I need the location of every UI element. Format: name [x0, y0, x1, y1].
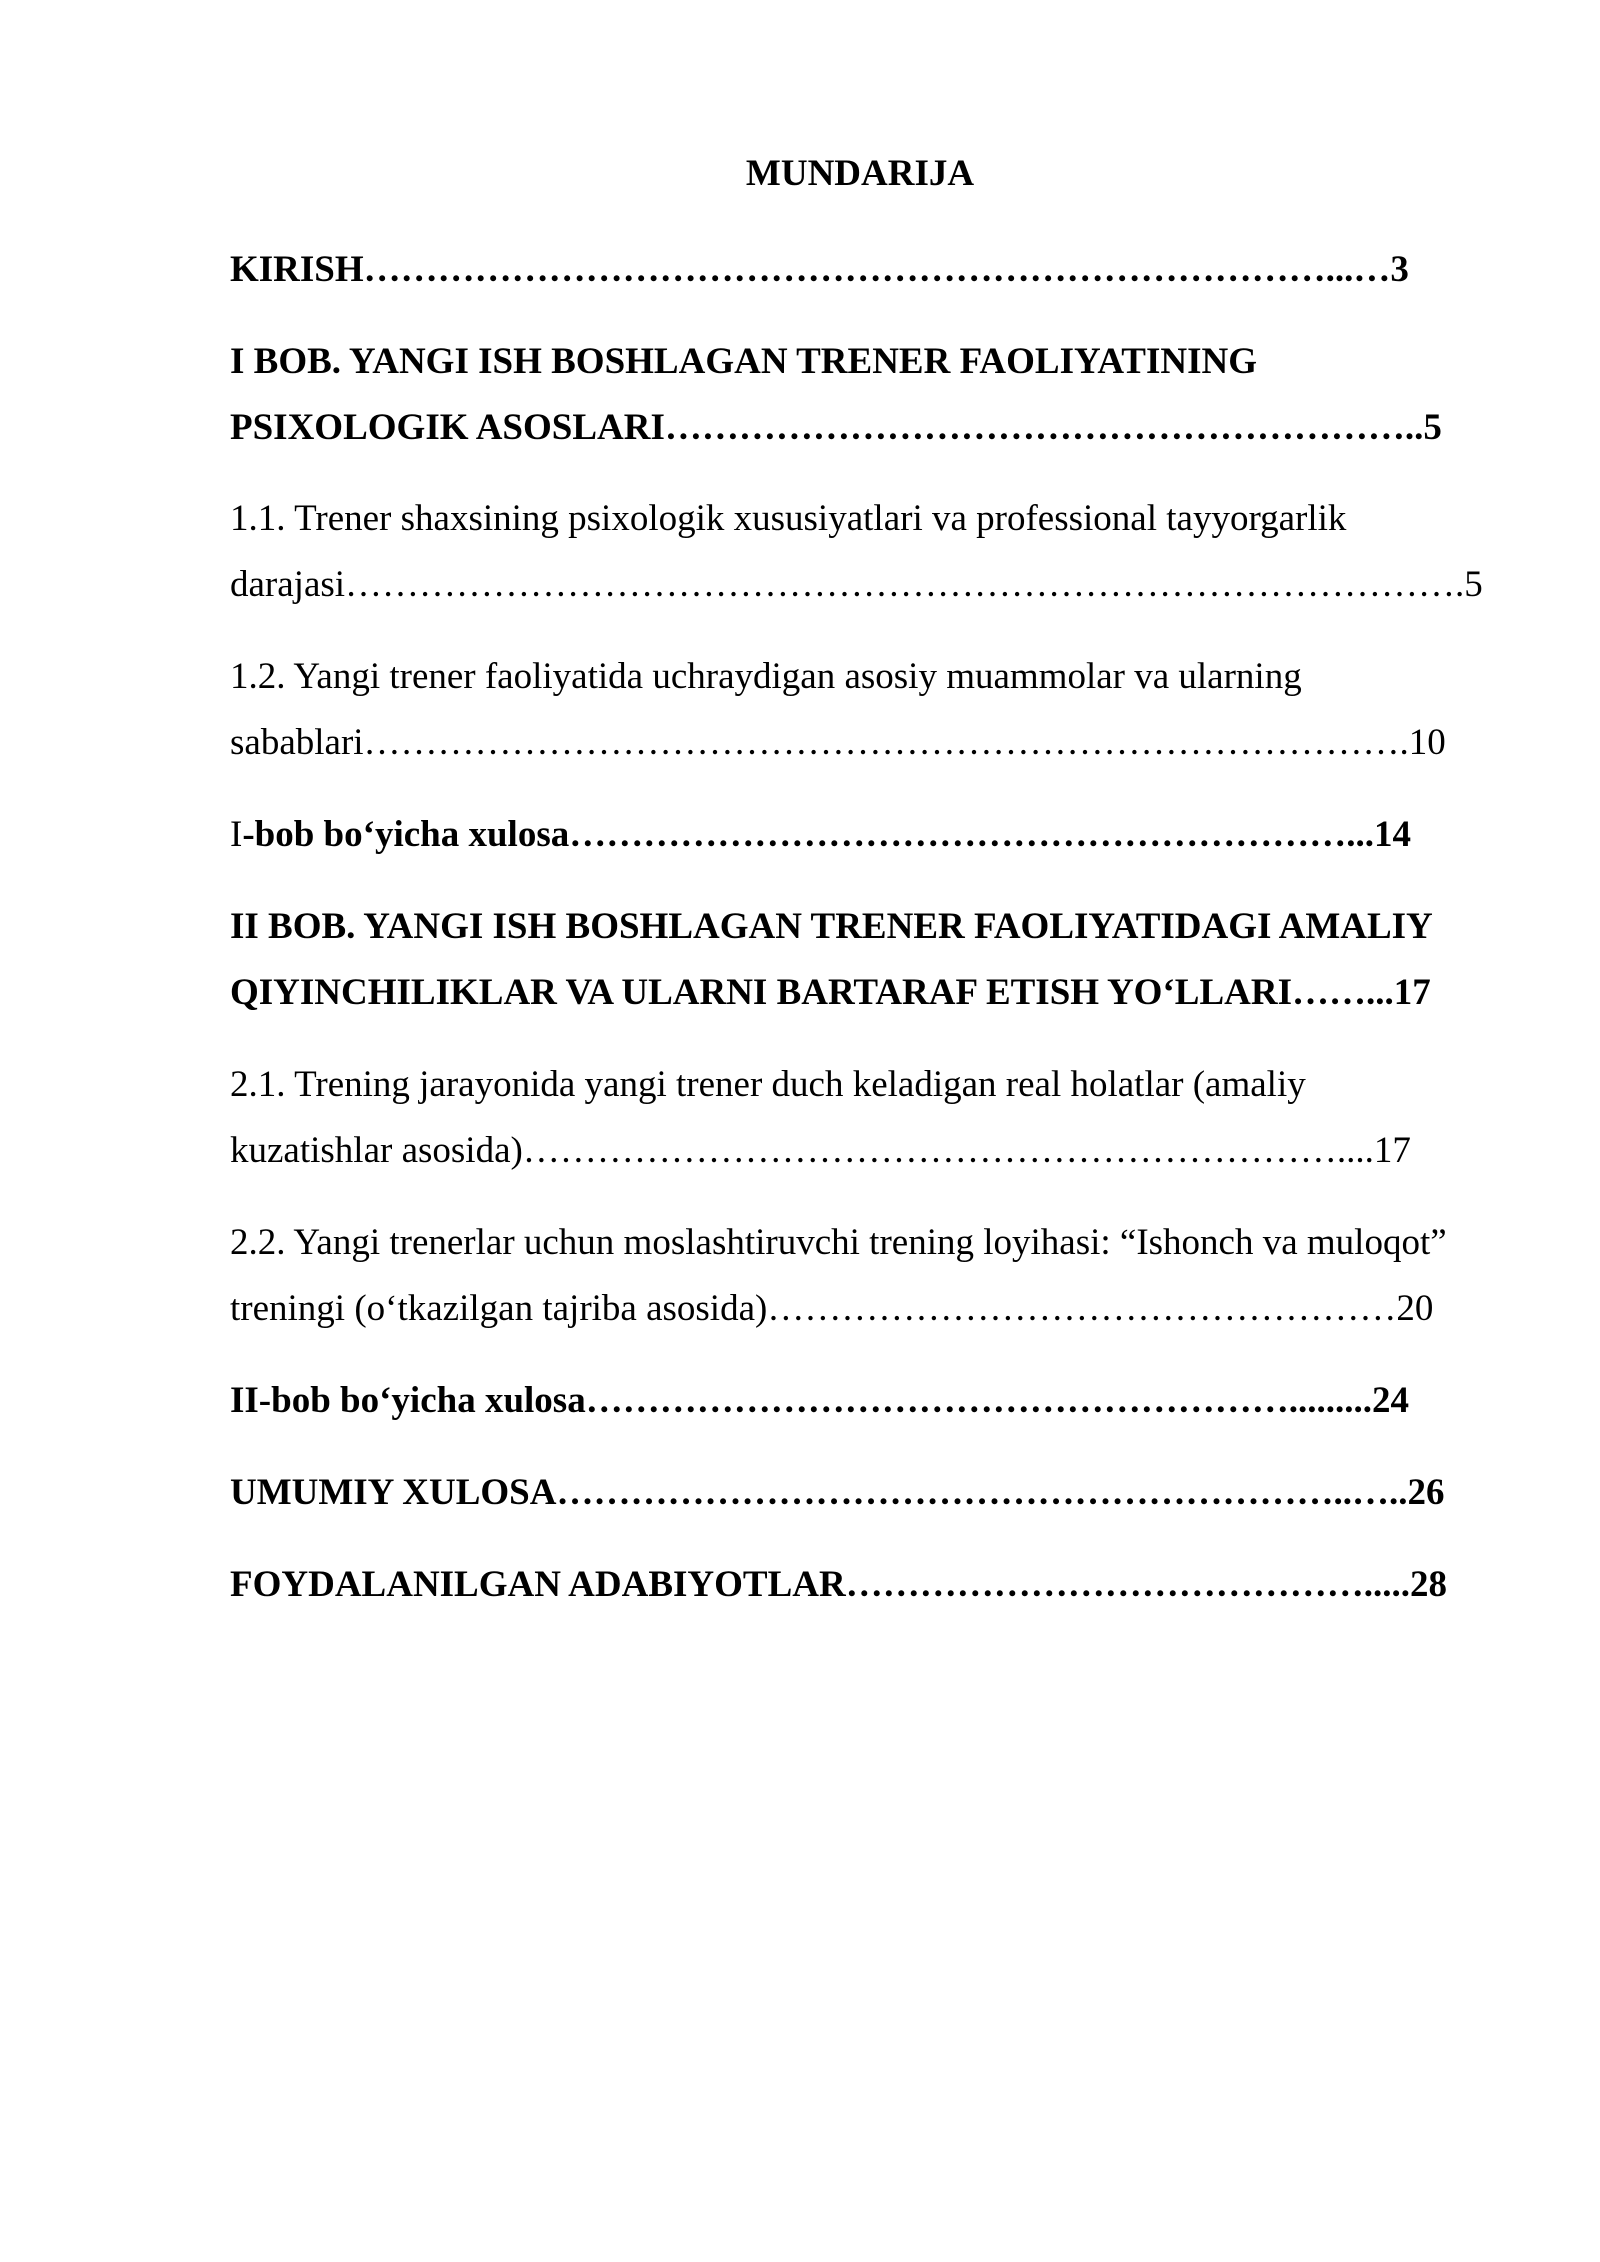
- toc-entry-section-2-1-line-1: 2.1. Trening jarayonida yangi trener duch keladigan real holatlar (amaliy: [230, 1064, 1306, 1105]
- toc-entry-references: FOYDALANILGAN ADABIYOTLAR…………………………………….....28: [230, 1564, 1447, 1605]
- toc-entry-section-2-2-line-2: treningi (o‘tkazilgan tajriba asosida)……………………………………………20: [230, 1288, 1434, 1329]
- toc-entry-kirish: KIRISH……………………………………………………………………...…3: [230, 249, 1409, 290]
- toc-entry-section-2-1-line-2: kuzatishlar asosida)…………………………………………………………....17: [230, 1130, 1411, 1171]
- toc-entry-chapter-1-line-2: PSIXOLOGIK ASOSLARI……………………………………………………..5: [230, 407, 1442, 448]
- toc-entry-chapter-1-conclusion-rest: -bob bo‘yicha xulosa………………………………………………………...14: [242, 814, 1411, 855]
- toc-entry-chapter-2-line-2: QIYINCHILIKLAR VA ULARNI BARTARAF ETISH YO‘LLARI……...17: [230, 972, 1431, 1013]
- toc-entry-general-conclusion: UMUMIY XULOSA………………………………………………………..…..26: [230, 1472, 1445, 1513]
- toc-title: MUNDARIJA: [745, 153, 975, 194]
- toc-entry-chapter-1-conclusion: [230, 811, 1411, 859]
- toc-entry-section-1-1-line-2: darajasi……………………………………………………………………………….5: [230, 564, 1483, 605]
- toc-entry-section-2-2-line-1: 2.2. Yangi trenerlar uchun moslashtiruvchi trening loyihasi: “Ishonch va muloqot”: [230, 1222, 1447, 1263]
- toc-entry-section-1-2-line-2: sabablari………………………………………………………………………….10: [230, 722, 1446, 763]
- toc-entry-chapter-1-conclusion-prefix: I: [230, 814, 243, 855]
- toc-entry-chapter-2-conclusion: II-bob bo‘yicha xulosa………………………………………………….........24: [230, 1380, 1409, 1421]
- toc-entry-chapter-1-line-1: I BOB. YANGI ISH BOSHLAGAN TRENER FAOLIYATINING: [230, 341, 1258, 382]
- toc-entry-chapter-2-line-1: II BOB. YANGI ISH BOSHLAGAN TRENER FAOLIYATIDAGI AMALIY: [230, 906, 1433, 947]
- toc-entry-section-1-2-line-1: 1.2. Yangi trener faoliyatida uchraydigan asosiy muammolar va ularning: [230, 656, 1302, 697]
- toc-entry-section-1-1-line-1: 1.1. Trener shaxsining psixologik xususiyatlari va professional tayyorgarlik: [230, 498, 1347, 539]
